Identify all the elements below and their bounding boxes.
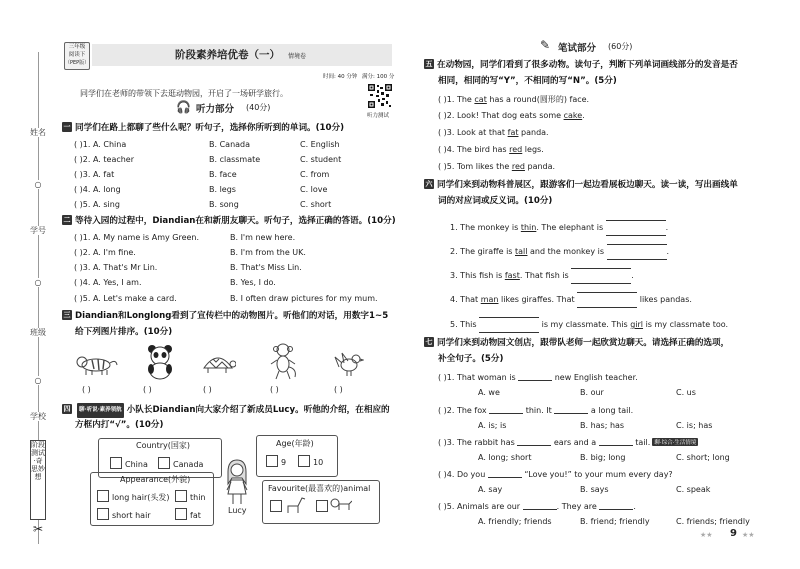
s1-q2[interactable]: ( )2. A. teacher — [74, 155, 135, 164]
answer-blank[interactable] — [571, 268, 631, 284]
checkbox[interactable] — [175, 508, 187, 520]
sentence-part: . — [666, 247, 670, 256]
section-2-title — [62, 214, 396, 229]
s6-q4 — [450, 292, 692, 308]
s6-q3 — [450, 268, 634, 284]
section-7-title — [424, 336, 729, 351]
lucy-label: Lucy — [228, 506, 247, 515]
s7-q2-a: A. is; is — [478, 421, 507, 430]
checkbox[interactable] — [298, 455, 310, 467]
answer-blank[interactable] — [599, 501, 633, 510]
section-text: 同学们来到动物科普展区，跟游客们一起边看展板边聊天。读一读，写出画线单 — [437, 180, 738, 190]
s5-q5[interactable] — [438, 162, 555, 171]
s7-q2-b: B. has; has — [580, 421, 625, 430]
section-1-title — [62, 121, 344, 136]
intro-text: 同学们在老师的带领下去逛动物园，开启了一场研学旅行。 — [80, 89, 288, 98]
side-label-school: 学校 — [30, 412, 46, 421]
sentence-part: likes pandas. — [639, 295, 692, 304]
sentence-part: is my classmate too. — [643, 320, 729, 329]
answer-blank[interactable] — [518, 372, 552, 381]
section-tag: 聊·听说·素养领航 — [77, 403, 124, 418]
s7-q4-a: A. say — [478, 485, 503, 494]
appearance-label: Appearance(外貌) — [120, 475, 191, 484]
s7-q5[interactable] — [438, 501, 636, 511]
order-answer-4[interactable]: ( ) — [270, 385, 279, 394]
s2-q3[interactable]: ( )3. A. That's Mr Lin. — [74, 263, 158, 272]
underlined-word: cake — [563, 111, 583, 120]
s6-q1 — [450, 220, 668, 236]
underlined-word: girl — [630, 320, 644, 329]
s7-q3-c: C. short; long — [676, 453, 730, 462]
order-answer-2[interactable]: ( ) — [143, 385, 152, 394]
sentence-part: panda. — [524, 162, 556, 171]
section-text: 等待入园的过程中，Diandian在和新朋友聊天。听句子，选择正确的答语。(10分) — [75, 216, 396, 226]
answer-blank[interactable] — [523, 501, 557, 510]
s2-q2-b: B. I'm from the UK. — [230, 248, 306, 257]
option-label: thin — [190, 493, 206, 502]
canada-option[interactable] — [158, 457, 203, 469]
section-5-title-line2: 相同，相同的写“Y”，不相同的写“N”。(5分) — [438, 76, 617, 86]
s1-q3-c: C. from — [300, 170, 330, 179]
checkbox[interactable] — [97, 490, 109, 502]
grade-badge — [64, 42, 90, 70]
sentence-part: 3. This fish is — [450, 271, 505, 280]
listening-title: 听力部分 — [196, 104, 235, 115]
checkbox[interactable] — [316, 500, 328, 512]
star-decoration-icon: ★★ — [700, 531, 713, 539]
option-label: 9 — [281, 458, 287, 467]
sentence-part: ( )4. Do you — [438, 470, 486, 479]
scissors-icon: ✂ — [33, 522, 44, 536]
underlined-word: red — [511, 162, 525, 171]
lion-small-icon — [330, 496, 352, 514]
section-tag: 聊·综合·生活情境 — [654, 440, 697, 446]
long-hair-option[interactable] — [97, 490, 170, 503]
score-label: 满分: 100 分 — [362, 74, 395, 80]
answer-blank[interactable] — [599, 437, 633, 446]
sentence-part: . The elephant is — [536, 223, 604, 232]
favourite-label: Favourite(最喜欢的)animal — [268, 484, 371, 493]
country-label: Country(国家) — [136, 441, 191, 450]
option-label: short hair — [112, 511, 151, 520]
sentence-part: thin. It — [525, 406, 552, 415]
sentence-part: 1. The monkey is — [450, 223, 521, 232]
written-points: (60分) — [608, 42, 633, 51]
s5-q4[interactable] — [438, 145, 544, 154]
checkbox[interactable] — [270, 500, 282, 512]
side-label-class: 班级 — [30, 328, 46, 337]
s5-q2[interactable] — [438, 111, 585, 120]
fat-option[interactable] — [175, 508, 201, 520]
badge-line: （PEP版） — [65, 60, 90, 66]
s7-q4-b: B. says — [580, 485, 609, 494]
sentence-part: has a round(圆形的) face. — [486, 95, 590, 104]
page-subtitle: 情境卷 — [288, 53, 307, 60]
sentence-part: panda. — [518, 128, 549, 137]
checkbox[interactable] — [158, 457, 170, 469]
sentence-part: likes giraffes. That — [498, 295, 575, 304]
sentence-part: . — [631, 271, 634, 280]
s5-q3[interactable] — [438, 128, 549, 137]
option-label: China — [125, 460, 148, 469]
underlined-word: man — [480, 295, 499, 304]
section-text: 小队长Diandian向大家介绍了新成员Lucy。听他的介绍，在相应的 — [126, 405, 390, 415]
s2-q5[interactable]: ( )5. A. Let's make a card. — [74, 294, 177, 303]
s1-q5[interactable]: ( )5. A. sing — [74, 200, 120, 209]
order-answer-5[interactable]: ( ) — [334, 385, 343, 394]
checkbox[interactable] — [175, 490, 187, 502]
s2-q5-b: B. I often draw pictures for my mum. — [230, 294, 378, 303]
page-number: 9 — [730, 528, 737, 539]
s2-q3-b: B. That's Miss Lin. — [230, 263, 302, 272]
sentence-part: legs. — [522, 145, 544, 154]
bird-picture-icon — [334, 348, 364, 378]
s1-q4-c: C. love — [300, 185, 328, 194]
qr-caption: 听力测试 — [367, 113, 390, 119]
age-10-option[interactable] — [298, 455, 323, 467]
s6-q2 — [450, 244, 669, 260]
s1-q3-b: B. face — [209, 170, 237, 179]
section-text: 在动物园，同学们看到了很多动物。读句子，判断下列单词画线部分的发音是否 — [437, 60, 738, 70]
sentence-part: new English teacher. — [554, 373, 638, 382]
checkbox[interactable] — [110, 457, 122, 469]
star-decoration-icon: ★★ — [742, 531, 755, 539]
section-text: 同学们在路上都聊了些什么呢？听句子，选择你所听到的单词。(10分) — [75, 123, 345, 133]
favourite-option-1[interactable] — [270, 500, 285, 512]
short-hair-option[interactable] — [97, 508, 151, 520]
sentence-part: ( )1. That woman is — [438, 373, 516, 382]
s7-q4[interactable] — [438, 469, 673, 479]
page-title: 阶段素养培优卷（一） — [175, 49, 280, 61]
section-number: 三 — [63, 311, 71, 319]
option-label: 10 — [313, 458, 324, 467]
sentence-part: tail. — [635, 438, 651, 447]
s7-q5-b: B. friend; friendly — [580, 517, 650, 526]
listening-points: (40分) — [246, 103, 271, 112]
sentence-part: ears and a — [553, 438, 597, 447]
time-label: 时间: 40 分钟 — [323, 74, 358, 80]
side-circle: ○ — [30, 278, 46, 287]
answer-blank[interactable] — [517, 437, 551, 446]
side-circle: ○ — [30, 180, 46, 189]
s1-q2-b: B. classmate — [209, 155, 261, 164]
tiger-picture-icon — [74, 350, 118, 376]
s7-q1-b: B. our — [580, 388, 604, 397]
qr-code-icon[interactable] — [368, 84, 392, 108]
s1-q3[interactable]: ( )3. A. fat — [74, 170, 115, 179]
turtle-picture-icon — [200, 350, 236, 376]
answer-blank[interactable] — [607, 244, 667, 260]
s7-q3-a: A. long; short — [478, 453, 532, 462]
section-text: Diandian和Longlong看到了宣传栏中的动物图片。听他们的对话，用数字1~5 — [75, 311, 389, 321]
section-3-title — [62, 309, 388, 324]
section-7-title-line2: 补全句子。(5分) — [438, 354, 504, 364]
s2-q1[interactable]: ( )1. A. My name is Amy Green. — [74, 233, 200, 242]
sentence-part: and the monkey is — [527, 247, 604, 256]
s1-q4[interactable]: ( )4. A. long — [74, 185, 121, 194]
pencil-icon: ✎ — [540, 38, 551, 52]
answer-blank[interactable] — [488, 469, 522, 478]
answer-blank[interactable] — [554, 405, 588, 414]
s5-q1[interactable] — [438, 94, 589, 105]
sentence-part: ( )1. The — [438, 95, 475, 104]
s7-q5-a: A. friendly; friends — [478, 517, 552, 526]
s7-q2-c: C. is; has — [676, 421, 713, 430]
s6-q5 — [450, 317, 728, 333]
giraffe-small-icon — [284, 496, 306, 514]
sentence-part: 5. This — [450, 320, 477, 329]
written-title: 笔试部分 — [558, 43, 597, 54]
s7-q1[interactable] — [438, 372, 638, 382]
s1-q1-b: B. Canada — [209, 140, 251, 149]
section-6-title — [424, 178, 738, 193]
checkbox[interactable] — [266, 455, 278, 467]
underlined-word: cat — [474, 95, 487, 104]
order-answer-3[interactable]: ( ) — [203, 385, 212, 394]
age-9-option[interactable] — [266, 455, 286, 467]
sentence-part: ( )2. Look! That dog eats some — [438, 111, 564, 120]
underlined-word: thin — [520, 223, 537, 232]
panda-picture-icon — [145, 344, 175, 380]
sentence-part: . — [633, 502, 636, 511]
s7-q3[interactable] — [438, 437, 698, 447]
section-number: 六 — [425, 180, 433, 188]
section-5-title — [424, 58, 738, 73]
favourite-option-2[interactable] — [316, 500, 331, 512]
sentence-part: . They are — [556, 502, 597, 511]
section-number: 五 — [425, 60, 433, 68]
sentence-part: ( )2. The fox — [438, 406, 487, 415]
sentence-part: a long tail. — [590, 406, 634, 415]
s7-q1-c: C. us — [676, 388, 696, 397]
underlined-word: tall — [515, 247, 528, 256]
answer-blank[interactable] — [577, 292, 637, 308]
underlined-word: red — [509, 145, 523, 154]
answer-blank[interactable] — [479, 317, 539, 333]
china-option[interactable] — [110, 457, 148, 469]
answer-blank[interactable] — [489, 405, 523, 414]
answer-blank[interactable] — [606, 220, 666, 236]
sentence-part: ( )5. Animals are our — [438, 502, 521, 511]
headphones-icon: 🎧 — [176, 100, 191, 114]
section-number: 七 — [425, 338, 433, 346]
side-label-number: 学号 — [30, 226, 46, 235]
option-label: fat — [190, 511, 201, 520]
underlined-word: fat — [507, 128, 519, 137]
s7-q5-c: C. friends; friendly — [676, 517, 750, 526]
sentence-part: is my classmate. This — [541, 320, 631, 329]
section-number: 四 — [63, 405, 71, 413]
section-number: 二 — [63, 216, 71, 224]
s7-q2[interactable] — [438, 405, 633, 415]
underlined-word: fast — [504, 271, 520, 280]
age-label: Age(年龄) — [276, 439, 314, 448]
section-4-title — [62, 403, 390, 418]
section-text: 同学们来到动物园文创店，跟带队老师一起欣赏边聊天。请选择正确的选项， — [437, 338, 730, 348]
sentence-part: . — [582, 111, 585, 120]
s7-q4-c: C. speak — [676, 485, 711, 494]
section-6-title-line2: 词的对应词或反义词。(10分) — [438, 196, 553, 206]
s1-q5-c: C. short — [300, 200, 332, 209]
s1-q2-c: C. student — [300, 155, 342, 164]
badge-line: 三年级 — [68, 44, 86, 50]
sentence-part: “Love you!” to your mum every day? — [524, 470, 673, 479]
badge-line: 阅读下 — [68, 52, 86, 58]
checkbox[interactable] — [97, 508, 109, 520]
section-number: 一 — [63, 123, 71, 131]
section-3-title-line2: 给下列图片排序。(10分) — [75, 327, 173, 337]
monkey-picture-icon — [268, 342, 298, 380]
sentence-part: ( )5. Tom likes the — [438, 162, 512, 171]
sentence-part: ( )4. The bird has — [438, 145, 510, 154]
s1-q1[interactable]: ( )1. A. China — [74, 140, 127, 149]
s1-q4-b: B. legs — [209, 185, 236, 194]
option-label: Canada — [173, 460, 204, 469]
thin-option[interactable] — [175, 490, 206, 502]
side-box: 阶段测试·奇思妙想 — [30, 440, 46, 520]
s7-q1-a: A. we — [478, 388, 500, 397]
section-4-title-line2: 方框内打“√”。(10分) — [75, 420, 164, 430]
sentence-part: 4. That — [450, 295, 481, 304]
option-label: long hair(头发) — [112, 493, 170, 502]
sentence-part: ( )3. Look at that — [438, 128, 508, 137]
s1-q1-c: C. English — [300, 140, 340, 149]
side-circle: ○ — [30, 376, 46, 385]
s2-q4-b: B. Yes, I do. — [230, 278, 276, 287]
sentence-part: . That fish is — [519, 271, 569, 280]
s2-q1-b: B. I'm new here. — [230, 233, 296, 242]
s7-q3-b: B. big; long — [580, 453, 626, 462]
s2-q2[interactable]: ( )2. A. I'm fine. — [74, 248, 136, 257]
order-answer-1[interactable]: ( ) — [82, 385, 91, 394]
sentence-part: ( )3. The rabbit has — [438, 438, 515, 447]
sentence-part: 2. The giraffe is — [450, 247, 515, 256]
s2-q4[interactable]: ( )4. A. Yes, I am. — [74, 278, 142, 287]
s1-q5-b: B. song — [209, 200, 239, 209]
girl-picture-icon — [222, 458, 252, 508]
side-label-name: 姓名 — [30, 128, 46, 137]
sentence-part: . — [665, 223, 669, 232]
